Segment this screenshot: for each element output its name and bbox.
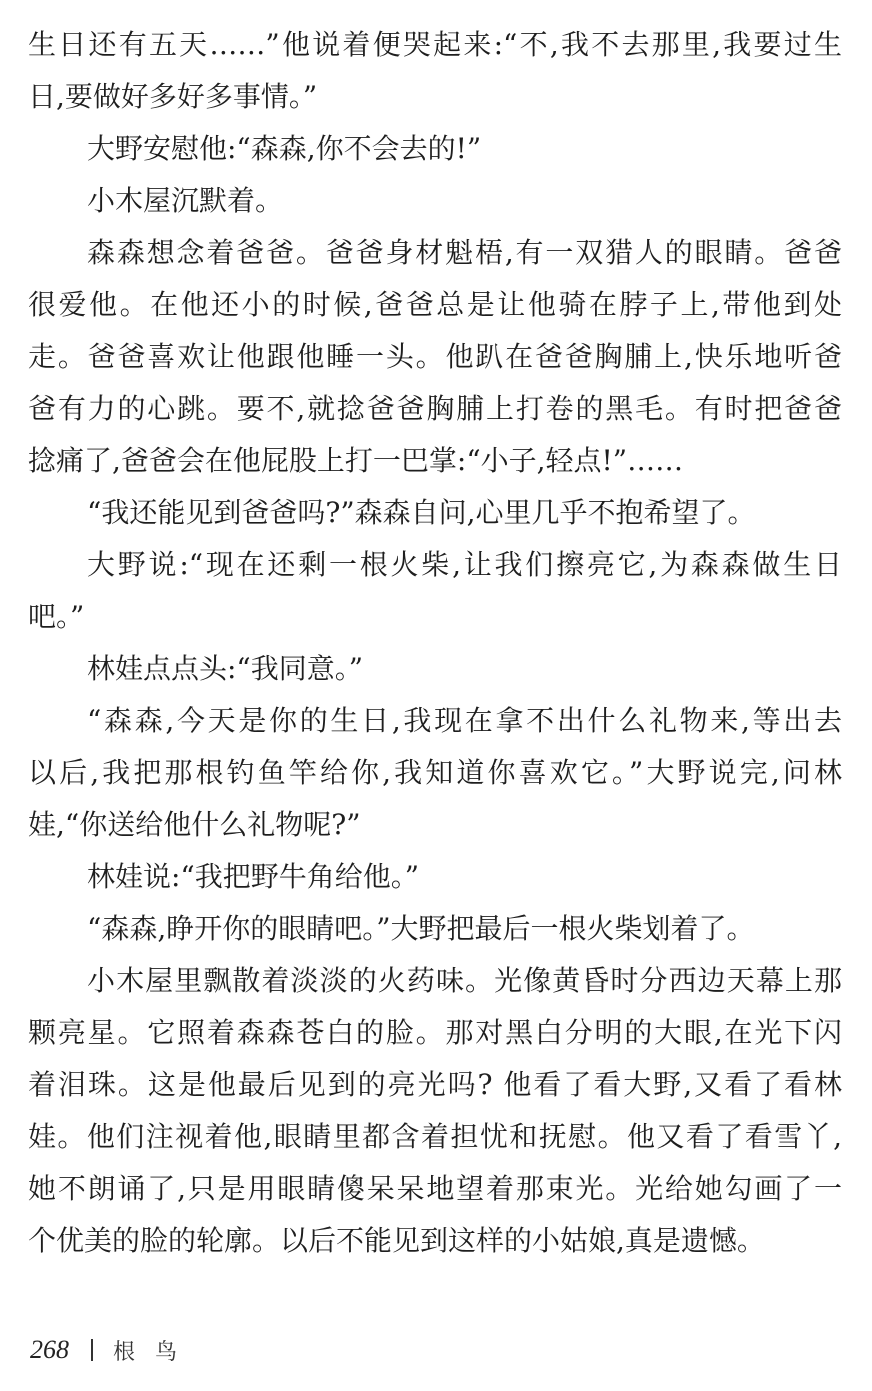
text-line: 林娃说:“我把野牛角给他。” (87, 860, 420, 893)
text-line: 走。爸爸喜欢让他跟他睡一头。他趴在爸爸胸脯上,快乐地听爸 (28, 340, 842, 373)
text-line: 爸有力的心跳。要不,就捻爸爸胸脯上打卷的黑毛。有时把爸爸 (28, 392, 842, 425)
text-line: 林娃点点头:“我同意。” (87, 652, 364, 685)
text-line: 娃。他们注视着他,眼睛里都含着担忧和抚慰。他又看了看雪丫, (28, 1120, 842, 1153)
text-line: “我还能见到爸爸吗?”森森自问,心里几乎不抱希望了。 (87, 496, 756, 529)
text-line: 小木屋里飘散着淡淡的火药味。光像黄昏时分西边天幕上那 (87, 964, 842, 997)
book-title: 根鸟 (113, 1339, 198, 1365)
text-line: 个优美的脸的轮廓。以后不能见到这样的小姑娘,真是遗憾。 (28, 1224, 765, 1257)
text-line: “森森,睁开你的眼睛吧。”大野把最后一根火柴划着了。 (87, 912, 755, 945)
text-line: 森森想念着爸爸。爸爸身材魁梧,有一双猎人的眼睛。爸爸 (87, 236, 842, 269)
text-line: “森森,今天是你的生日,我现在拿不出什么礼物来,等出去 (87, 704, 842, 737)
text-line: 大野安慰他:“森森,你不会去的!” (87, 132, 482, 165)
text-line: 她不朗诵了,只是用眼睛傻呆呆地望着那束光。光给她勾画了一 (28, 1172, 842, 1205)
text-line: 娃,“你送给他什么礼物呢?” (28, 808, 361, 841)
text-line: 着泪珠。这是他最后见到的亮光吗? 他看了看大野,又看了看林 (28, 1068, 842, 1101)
page-footer (30, 1332, 197, 1368)
text-line: 小木屋沉默着。 (87, 184, 284, 217)
text-line: 日,要做好多好多事情。” (28, 80, 318, 113)
footer-divider (91, 1339, 93, 1361)
body-text (28, 19, 842, 1267)
text-line: 颗亮星。它照着森森苍白的脸。那对黑白分明的大眼,在光下闪 (28, 1016, 842, 1049)
text-line: 大野说:“现在还剩一根火柴,让我们擦亮它,为森森做生日 (87, 548, 842, 581)
text-line: 生日还有五天……”他说着便哭起来:“不,我不去那里,我要过生 (28, 28, 842, 61)
text-line: 捻痛了,爸爸会在他屁股上打一巴掌:“小子,轻点!”…… (28, 444, 684, 477)
page-number: 268 (30, 1335, 69, 1364)
text-line: 吧。” (28, 600, 85, 633)
text-line: 很爱他。在他还小的时候,爸爸总是让他骑在脖子上,带他到处 (28, 288, 842, 321)
text-line: 以后,我把那根钓鱼竿给你,我知道你喜欢它。”大野说完,问林 (28, 756, 842, 789)
